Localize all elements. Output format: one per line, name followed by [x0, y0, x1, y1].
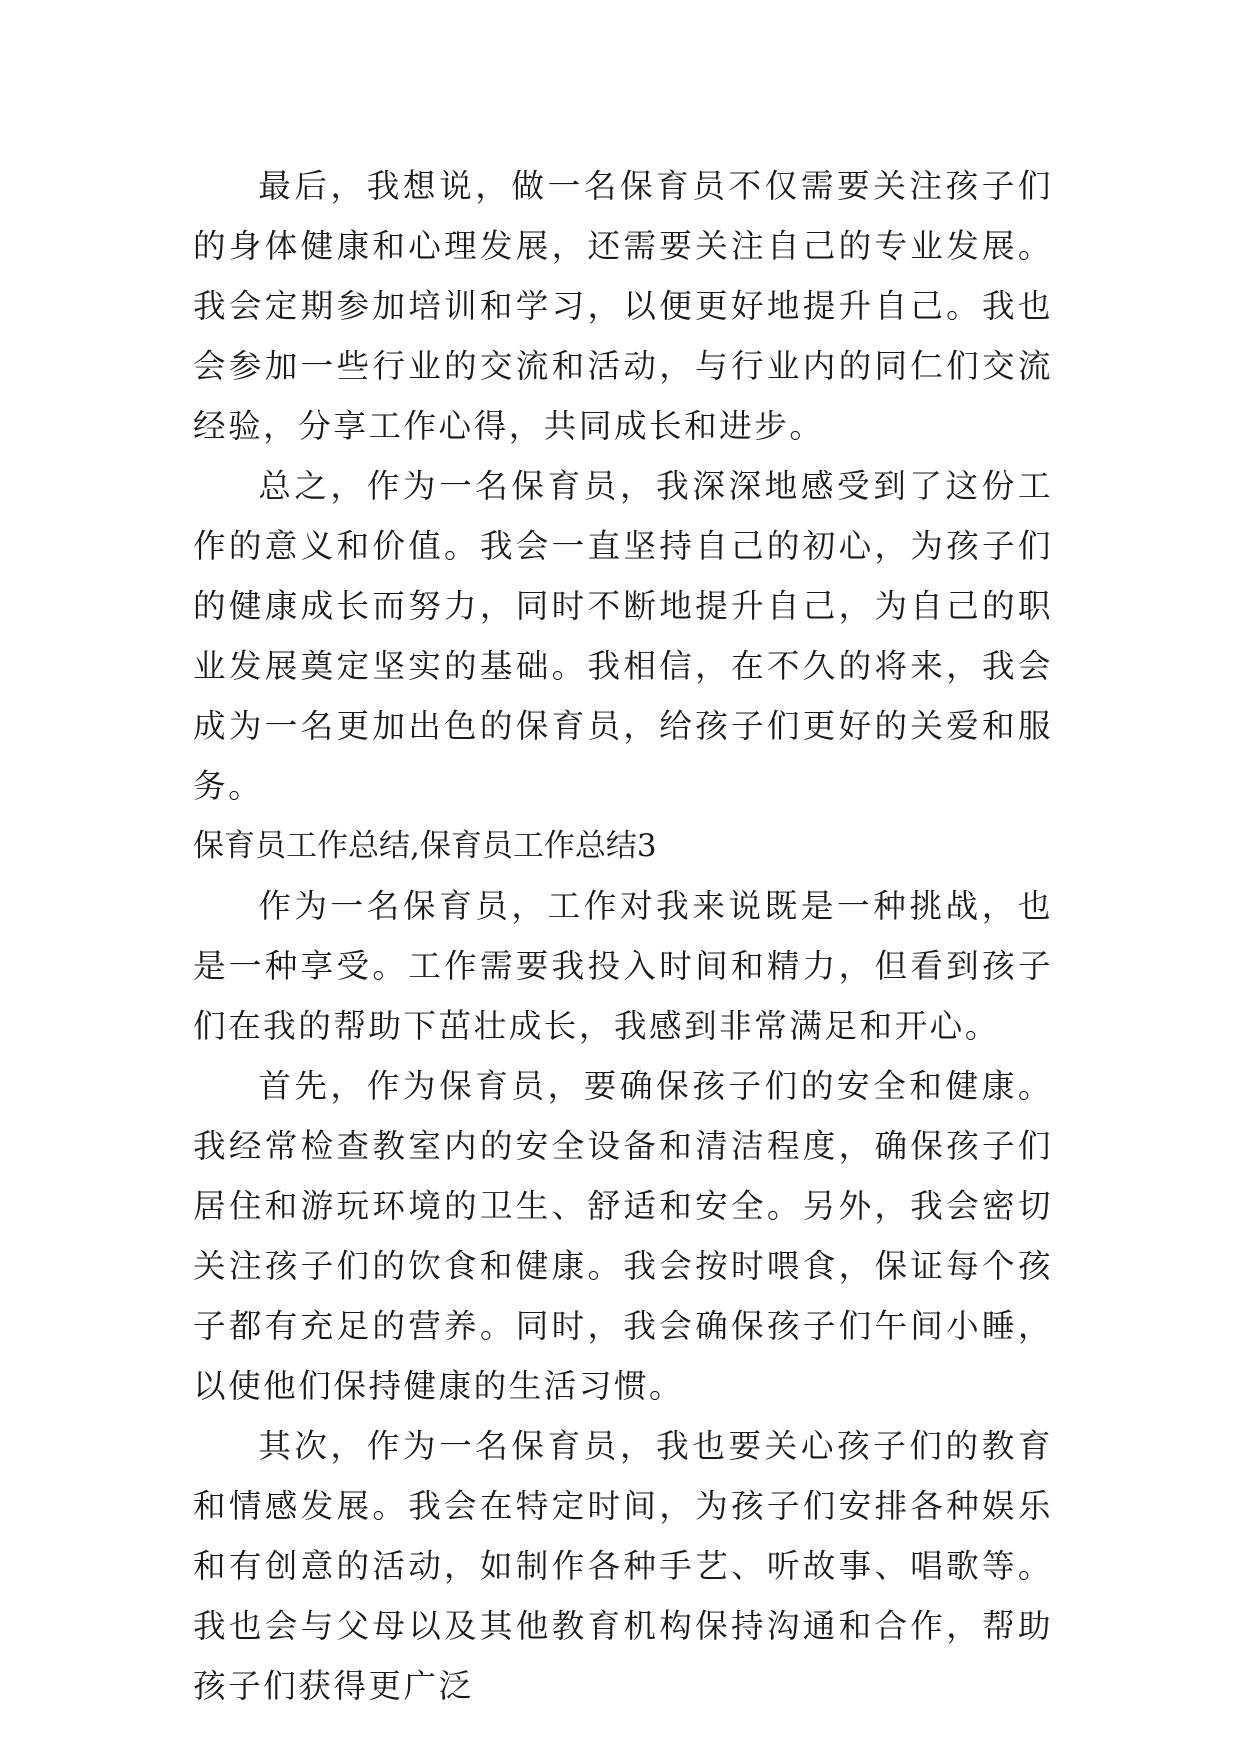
paragraph-intro: 作为一名保育员，工作对我来说既是一种挑战，也是一种享受。工作需要我投入时间和精力，但看到孩子们在我的帮助下茁壮成长，我感到非常满足和开心。 [193, 887, 1053, 1045]
paragraph-safety-health: 首先，作为保育员，要确保孩子们的安全和健康。我经常检查教室内的安全设备和清洁程度，确保孩子们居住和游玩环境的卫生、舒适和安全。另外，我会密切关注孩子们的饮食和健康。我会按时喂食，保证每个孩子都有充足的营养。同时，我会确保孩子们午间小睡，以使他们保持健康的生活习惯。 [193, 1067, 1053, 1405]
paragraph-conclusion: 总之，作为一名保育员，我深深地感受到了这份工作的意义和价值。我会一直坚持自己的初心，为孩子们的健康成长而努力，同时不断地提升自己，为自己的职业发展奠定坚实的基础。我相信，在不久的将来，我会成为一名更加出色的保育员，给孩子们更好的关爱和服务。 [193, 467, 1053, 805]
paragraph-education-emotion: 其次，作为一名保育员，我也要关心孩子们的教育和情感发展。我会在特定时间，为孩子们安排各种娱乐和有创意的活动，如制作各种手艺、听故事、唱歌等。我也会与父母以及其他教育机构保持沟通和合作，帮助孩子们获得更广泛 [193, 1427, 1053, 1705]
section-heading: 保育员工作总结,保育员工作总结3 [193, 828, 657, 864]
paragraph-final-remarks: 最后，我想说，做一名保育员不仅需要关注孩子们的身体健康和心理发展，还需要关注自己的专业发展。我会定期参加培训和学习，以便更好地提升自己。我也会参加一些行业的交流和活动，与行业内的同仁们交流经验，分享工作心得，共同成长和进步。 [193, 167, 1053, 445]
document-body [193, 156, 1053, 1716]
